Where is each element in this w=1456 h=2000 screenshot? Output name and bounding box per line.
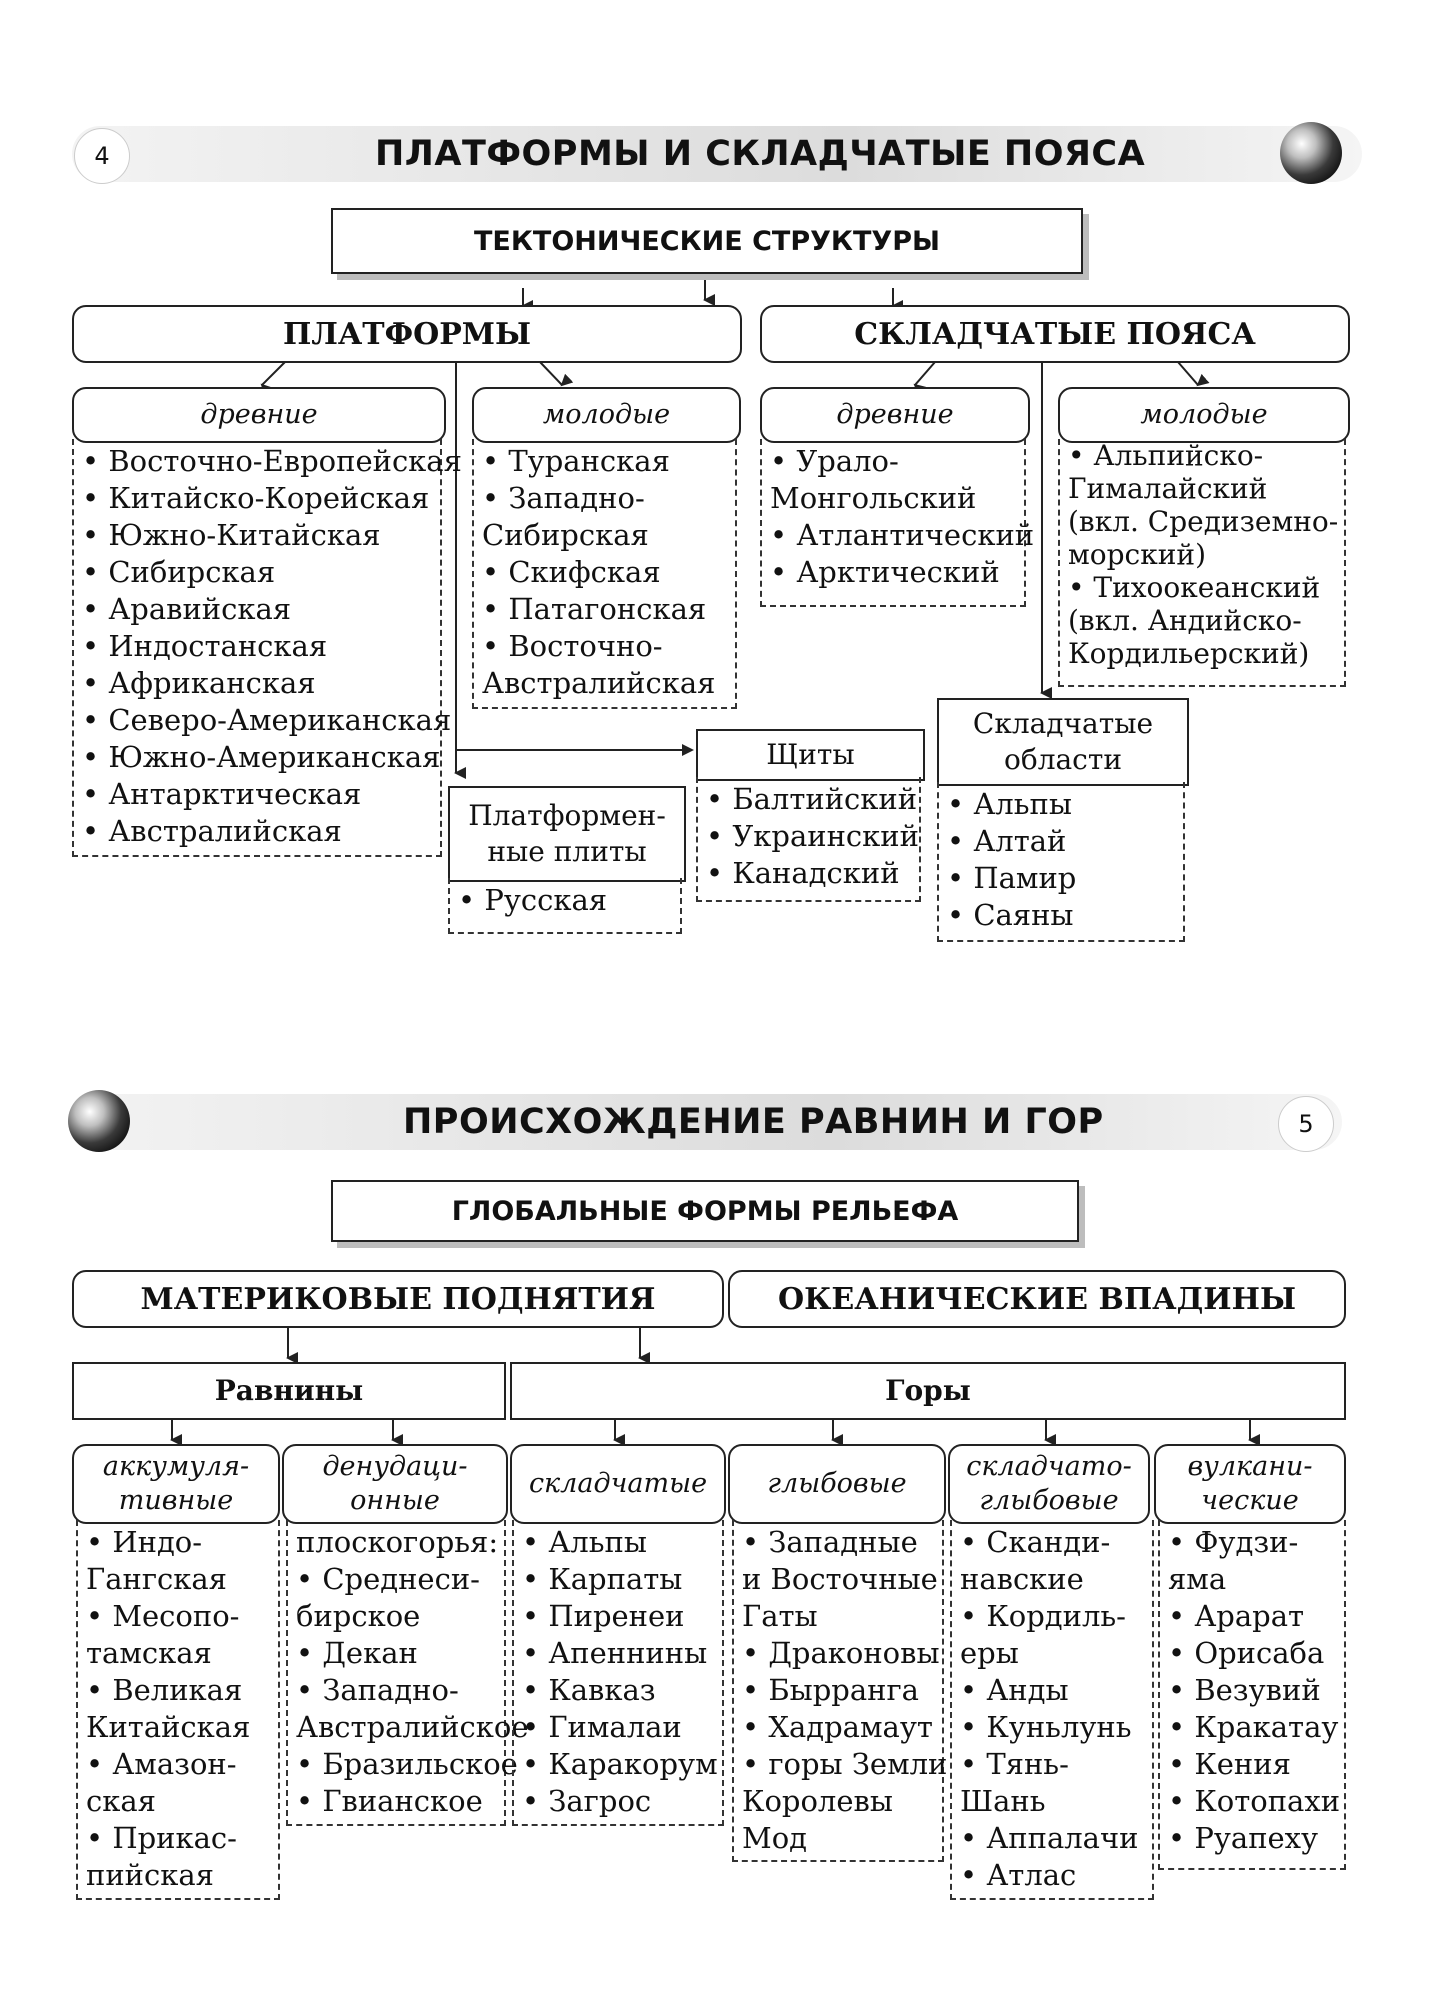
list-item: еры xyxy=(960,1636,1019,1670)
list-item: • Западно- xyxy=(482,481,645,515)
list-item: • Атлантический xyxy=(770,518,1035,552)
list-item: • Бразильское xyxy=(296,1747,518,1781)
list-item: • Пиренеи xyxy=(522,1599,685,1633)
list-item: • Западные xyxy=(742,1525,918,1559)
list-item: • Гвианское xyxy=(296,1784,483,1818)
type-list-volcanic xyxy=(1158,1520,1346,1870)
list-item: • Орисаба xyxy=(1168,1636,1325,1670)
type-header-denudation xyxy=(282,1444,508,1524)
list-item: • Котопахи xyxy=(1168,1784,1341,1818)
list-item: • горы Земли xyxy=(742,1747,948,1781)
fold-areas-box xyxy=(937,698,1189,786)
type-list-fold-block xyxy=(950,1520,1154,1900)
belt-ancient-list xyxy=(760,439,1035,607)
list-item: Гангская xyxy=(86,1562,227,1596)
type-header-folded xyxy=(510,1444,726,1524)
fold-belts-box: СКЛАДЧАТЫЕ ПОЯСА xyxy=(760,305,1350,363)
type-list-block xyxy=(732,1520,948,1862)
page-title: ПЛАТФОРМЫ И СКЛАДЧАТЫЕ ПОЯСА xyxy=(375,134,1146,174)
list-item: • Загрос xyxy=(522,1784,652,1818)
list-item: • Амазон- xyxy=(86,1747,237,1781)
list-item: Шань xyxy=(960,1784,1046,1818)
list-item: • Кения xyxy=(1168,1747,1291,1781)
list-item: • Бырранга xyxy=(742,1673,919,1707)
list-item: • Атлас xyxy=(960,1858,1077,1892)
list-item: • Куньлунь xyxy=(960,1710,1132,1744)
belt-young-header: молодые xyxy=(1058,387,1350,443)
list-item: • Сканди- xyxy=(960,1525,1111,1559)
list-item: • Аравийская xyxy=(82,592,292,626)
list-item: • Урало- xyxy=(770,444,899,478)
list-item: (вкл. Средиземно- xyxy=(1068,505,1339,538)
list-item: пийская xyxy=(86,1858,214,1892)
list-item: • Северо-Американская xyxy=(82,703,452,737)
arrow-plat-ancient xyxy=(262,362,285,385)
arrow-plat-young xyxy=(540,362,562,385)
list-item: • Аппалачи xyxy=(960,1821,1139,1855)
list-item: бирское xyxy=(296,1599,421,1633)
list-item: • Тянь- xyxy=(960,1747,1069,1781)
list-item: (вкл. Андийско- xyxy=(1068,604,1302,637)
list-item: • Австралийская xyxy=(82,814,342,848)
list-item: навские xyxy=(960,1562,1084,1596)
plat-young-list xyxy=(472,439,737,709)
list-item: • Хадрамаут xyxy=(742,1710,933,1744)
plates-label-1: Платформен- xyxy=(468,798,666,832)
list-item: • Памир xyxy=(947,861,1077,895)
shields-box: Щиты xyxy=(696,729,925,781)
list-item: • Саяны xyxy=(947,898,1074,932)
list-item: • Декан xyxy=(296,1636,418,1670)
list-item: яма xyxy=(1168,1562,1227,1596)
list-item: • Арктический xyxy=(770,555,1000,589)
type-header-accumulative xyxy=(72,1444,280,1524)
list-item: Гаты xyxy=(742,1599,818,1633)
list-item: • Африканская xyxy=(82,666,316,700)
list-item: • Скифская xyxy=(482,555,661,589)
list-item: • Русская xyxy=(458,883,608,917)
type-label: глыбовые xyxy=(767,1468,907,1500)
page-number: 4 xyxy=(74,128,130,184)
type-header-volcanic xyxy=(1154,1444,1346,1524)
platforms-box: ПЛАТФОРМЫ xyxy=(72,305,742,363)
list-item: • Месопо- xyxy=(86,1599,240,1633)
type-list-denudation xyxy=(286,1520,529,1826)
list-item: • Кракатау xyxy=(1168,1710,1339,1744)
list-item: • Альпийско- xyxy=(1068,439,1264,472)
list-item: • Альпы xyxy=(522,1525,647,1559)
list-item: Австралийская xyxy=(482,666,716,700)
list-item: • Алтай xyxy=(947,824,1067,858)
list-item: • Канадский xyxy=(706,856,900,890)
type-header-block xyxy=(728,1444,946,1524)
type-label: вулкани- xyxy=(1187,1451,1313,1483)
list-item: • Великая xyxy=(86,1673,243,1707)
list-item: Австралийское xyxy=(296,1710,529,1744)
arrow-belt-ancient xyxy=(915,362,935,385)
list-item: • Китайско-Корейская xyxy=(82,481,430,515)
belt-ancient-header: древние xyxy=(760,387,1030,443)
type-label: аккумуля- xyxy=(102,1451,250,1483)
type-label: складчато- xyxy=(966,1451,1132,1483)
type-label: денудаци- xyxy=(322,1451,468,1483)
type-label: тивные xyxy=(118,1485,234,1516)
list-item: • Арарат xyxy=(1168,1599,1305,1633)
list-item: • Восточно- xyxy=(482,629,663,663)
globe-icon xyxy=(68,1090,130,1152)
list-item: Гималайский xyxy=(1068,472,1268,505)
list-item: • Апеннины xyxy=(522,1636,708,1670)
mountains-box: Горы xyxy=(510,1362,1346,1420)
page-number: 5 xyxy=(1278,1096,1334,1152)
type-header-fold-block xyxy=(948,1444,1150,1524)
type-list-folded xyxy=(512,1520,724,1826)
list-item: • Прикас- xyxy=(86,1821,237,1855)
list-item: • Патагонская xyxy=(482,592,707,626)
list-item: • Индо- xyxy=(86,1525,203,1559)
list-item: • Альпы xyxy=(947,787,1072,821)
type-label: складчатые xyxy=(528,1468,708,1500)
plates-list xyxy=(448,878,682,934)
fold-areas-label-1: Складчатые xyxy=(972,706,1154,740)
list-item: Сибирская xyxy=(482,518,649,552)
list-item: • Гималаи xyxy=(522,1710,682,1744)
list-item: Монгольский xyxy=(770,481,977,515)
list-item: Королевы xyxy=(742,1784,893,1818)
list-item: Мод xyxy=(742,1821,808,1855)
arrow-belt-young xyxy=(1178,362,1198,385)
list-item: морский) xyxy=(1068,538,1206,571)
plates-label-2: ные плиты xyxy=(487,835,647,868)
list-item: • Восточно-Европейская xyxy=(82,444,462,478)
list-item: • Руапеху xyxy=(1168,1821,1319,1855)
tectonic-structures-box: ТЕКТОНИЧЕСКИЕ СТРУКТУРЫ xyxy=(331,208,1083,274)
type-label: онные xyxy=(350,1485,440,1516)
list-item: • Украинский xyxy=(706,819,919,853)
list-item: • Везувий xyxy=(1168,1673,1321,1707)
list-item: • Южно-Американская xyxy=(82,740,441,774)
list-item: • Южно-Китайская xyxy=(82,518,381,552)
list-item: • Каракорум xyxy=(522,1747,718,1781)
fold-areas-label-2: области xyxy=(1003,743,1123,776)
plains-box: Равнины xyxy=(72,1362,506,1420)
list-item: Кордильерский) xyxy=(1068,637,1310,670)
list-item: • Туранская xyxy=(482,444,670,478)
list-item: • Сибирская xyxy=(82,555,276,589)
oceanic-box: ОКЕАНИЧЕСКИЕ ВПАДИНЫ xyxy=(728,1270,1346,1328)
list-item: Китайская xyxy=(86,1710,251,1744)
plat-ancient-header: древние xyxy=(72,387,446,443)
list-item: плоскогорья: xyxy=(296,1525,499,1559)
list-item: • Западно- xyxy=(296,1673,459,1707)
belt-young-list xyxy=(1058,439,1346,687)
list-item: • Кавказ xyxy=(522,1673,656,1707)
list-item: • Индостанская xyxy=(82,629,328,663)
continental-box: МАТЕРИКОВЫЕ ПОДНЯТИЯ xyxy=(72,1270,724,1328)
list-item: тамская xyxy=(86,1636,212,1670)
list-item: • Тихоокеанский xyxy=(1068,571,1321,604)
globe-icon xyxy=(1280,122,1342,184)
plates-box xyxy=(448,786,686,882)
type-label: ческие xyxy=(1201,1485,1299,1516)
list-item: • Кордиль- xyxy=(960,1599,1126,1633)
global-relief-box: ГЛОБАЛЬНЫЕ ФОРМЫ РЕЛЬЕФА xyxy=(331,1180,1079,1242)
list-item: • Карпаты xyxy=(522,1562,683,1596)
plat-young-header: молодые xyxy=(472,387,741,443)
shields-list xyxy=(696,777,921,902)
plat-ancient-list xyxy=(72,439,462,857)
page-title: ПРОИСХОЖДЕНИЕ РАВНИН И ГОР xyxy=(403,1102,1104,1142)
type-list-accumulative xyxy=(76,1520,280,1900)
list-item: и Восточные xyxy=(742,1562,938,1596)
list-item: • Среднеси- xyxy=(296,1562,480,1596)
list-item: • Балтийский xyxy=(706,782,918,816)
list-item: • Фудзи- xyxy=(1168,1525,1299,1559)
list-item: • Антарктическая xyxy=(82,777,362,811)
list-item: • Анды xyxy=(960,1673,1069,1707)
fold-areas-list xyxy=(937,782,1185,942)
list-item: • Драконовы xyxy=(742,1636,940,1670)
list-item: ская xyxy=(86,1784,156,1818)
type-label: глыбовые xyxy=(979,1485,1119,1516)
